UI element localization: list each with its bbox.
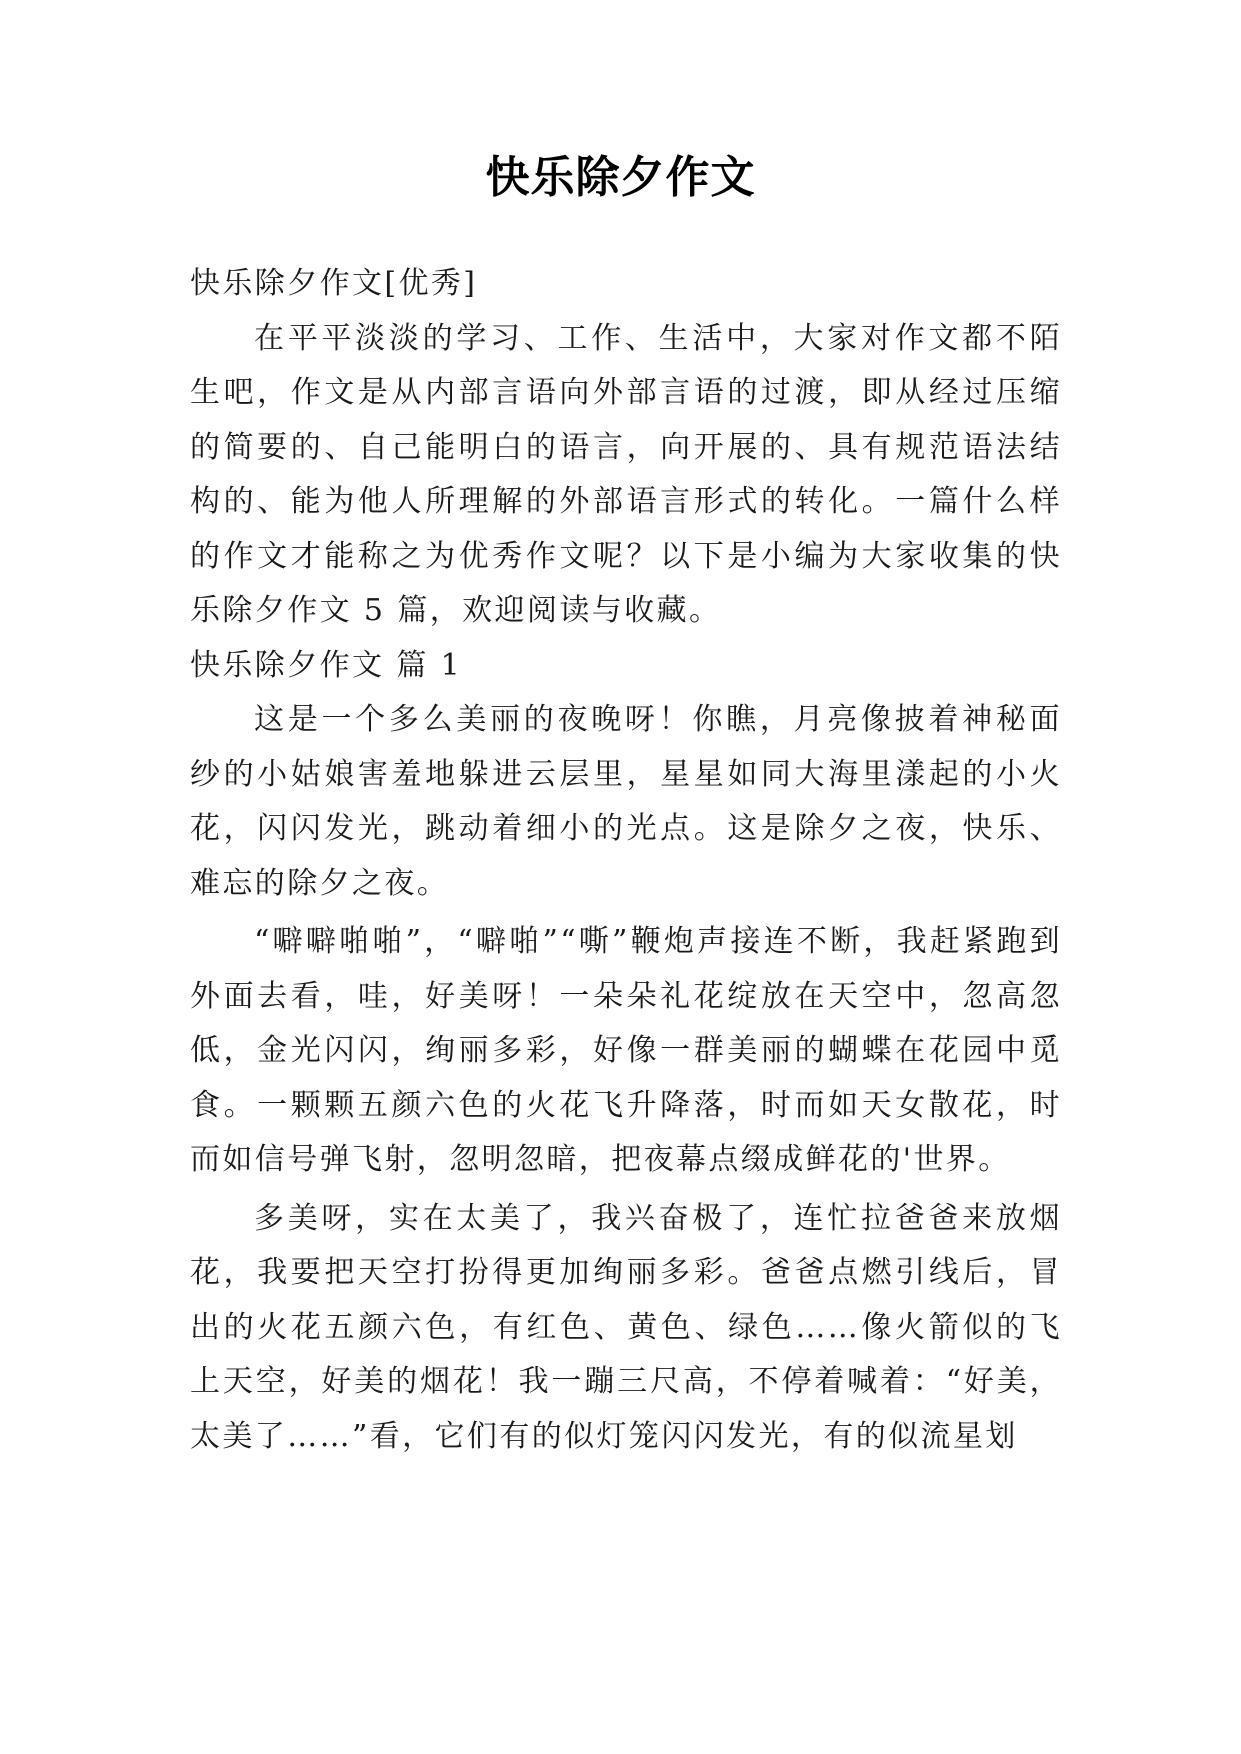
section-heading: 快乐除夕作文 篇 1 (190, 647, 463, 683)
document-title: 快乐除夕作文 (485, 152, 756, 203)
body-paragraph: 多美呀，实在太美了，我兴奋极了，连忙拉爸爸来放烟花，我要把天空打扮得更加绚丽多彩。爸爸点燃引线后，冒出的火花五颜六色，有红色、黄色、绿色……像火箭似的飞上天空，好美的烟花！我一蹦三尺高，不停着喊着：“好美，太美了……”看，它们有的似灯笼闪闪发光，有的似流星划 (190, 1200, 1062, 1454)
document-subtitle: 快乐除夕作文[优秀] (190, 266, 478, 301)
body-paragraph: 这是一个多么美丽的夜晚呀！你瞧，月亮像披着神秘面纱的小姑娘害羞地躲进云层里，星星如同大海里漾起的小火花，闪闪发光，跳动着细小的光点。这是除夕之夜，快乐、难忘的除夕之夜。 (190, 702, 1062, 901)
intro-paragraph: 在平平淡淡的学习、工作、生活中，大家对作文都不陌生吧，作文是从内部言语向外部言语的过渡，即从经过压缩的简要的、自己能明白的语言，向开展的、具有规范语法结构的、能为他人所理解的外部语言形式的转化。一篇什么样的作文才能称之为优秀作文呢？以下是小编为大家收集的快乐除夕作文 5 篇，欢迎阅读与收藏。 (190, 320, 1062, 628)
document-body (190, 257, 1062, 1464)
body-paragraph: “噼噼啪啪”，“噼啪”“嘶”鞭炮声接连不断，我赶紧跑到外面去看，哇，好美呀！一朵朵礼花绽放在天空中，忽高忽低，金光闪闪，绚丽多彩，好像一群美丽的蝴蝶在花园中觅食。一颗颗五颜六色的火花飞升降落，时而如天女散花，时而如信号弹飞射，忽明忽暗，把夜幕点缀成鲜花的'世界。 (190, 924, 1062, 1177)
